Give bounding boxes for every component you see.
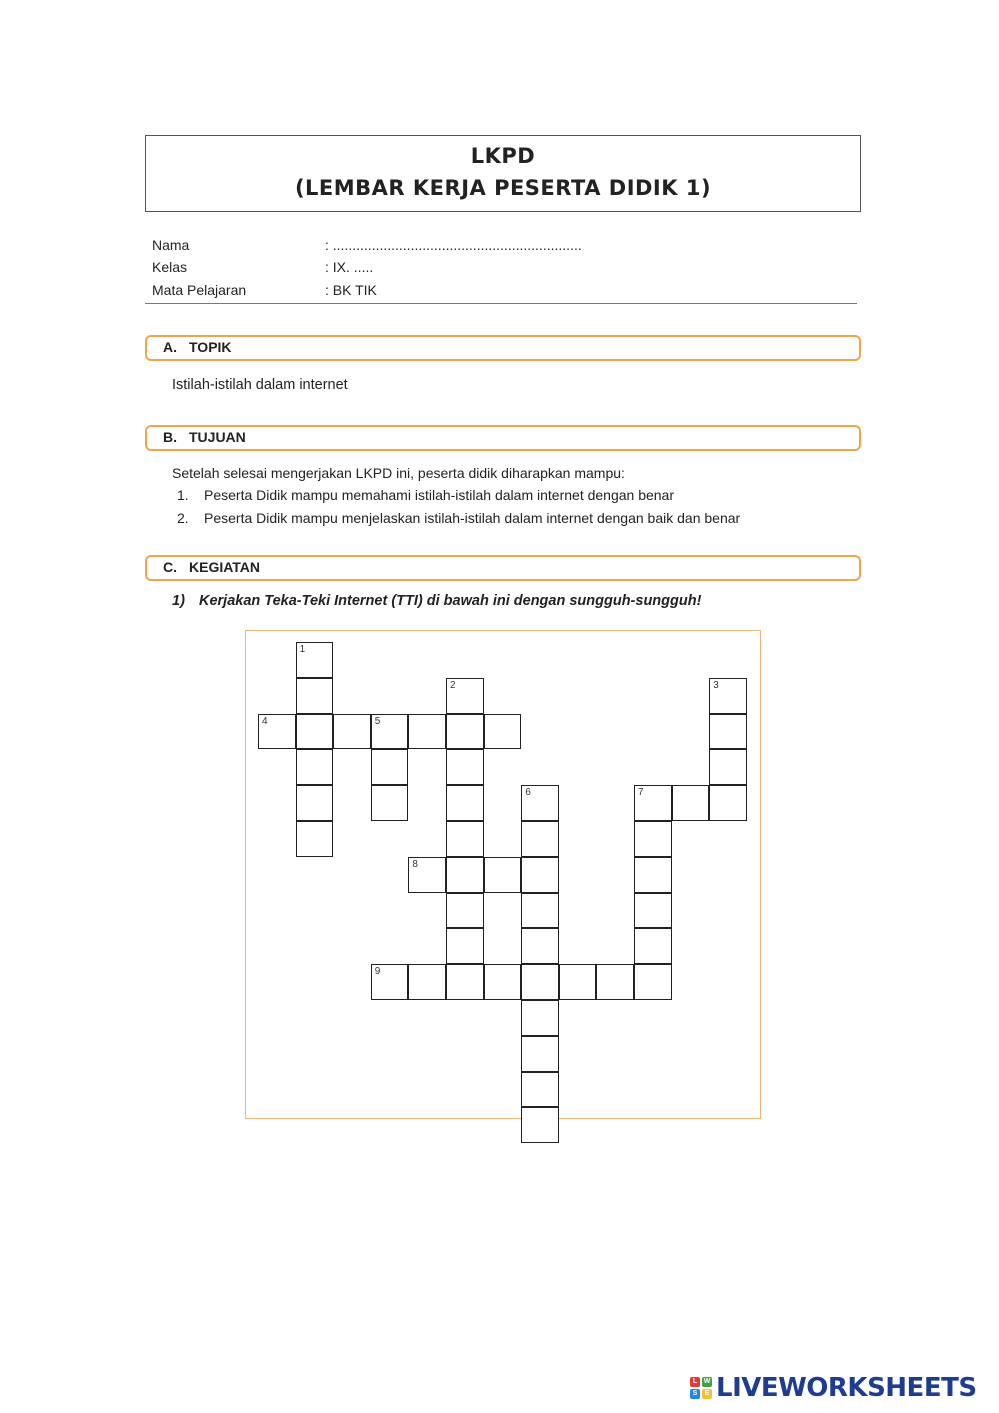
- crossword-cell[interactable]: [521, 1107, 559, 1143]
- crossword-cell[interactable]: [484, 964, 522, 1000]
- crossword-cell[interactable]: [484, 714, 522, 750]
- clue-number: 9: [374, 966, 381, 978]
- topic-text: Istilah-istilah dalam internet: [172, 377, 348, 393]
- crossword-cell[interactable]: [634, 964, 672, 1000]
- crossword-cell[interactable]: [408, 857, 446, 893]
- objective-number: 2.: [177, 510, 189, 526]
- crossword-cell[interactable]: [446, 749, 484, 785]
- crossword-cell[interactable]: [446, 821, 484, 857]
- info-value: : IX. .....: [325, 259, 374, 275]
- section-letter: A.: [163, 339, 177, 355]
- crossword-cell[interactable]: [709, 678, 747, 714]
- clue-number: 4: [262, 715, 268, 727]
- crossword-cell[interactable]: [521, 1000, 559, 1036]
- logo-square: L: [690, 1377, 700, 1387]
- crossword-cell[interactable]: [521, 1036, 559, 1072]
- logo-square: S: [690, 1389, 700, 1399]
- crossword-cell[interactable]: [446, 964, 484, 1000]
- liveworksheets-branding: [690, 1372, 977, 1404]
- logo-square: E: [702, 1389, 712, 1399]
- info-label: Nama: [152, 237, 190, 253]
- activity-text: Kerjakan Teka-Teki Internet (TTI) di bawah ini dengan sungguh-sungguh!: [199, 593, 702, 609]
- crossword-cell[interactable]: [296, 785, 334, 821]
- section-c-header: [145, 555, 861, 581]
- crossword-cell[interactable]: [446, 714, 484, 750]
- objective-text: Peserta Didik mampu menjelaskan istilah-istilah dalam internet dengan baik dan benar: [204, 510, 741, 526]
- liveworksheets-logo-icon: [690, 1377, 712, 1399]
- info-label: Mata Pelajaran: [152, 282, 247, 298]
- page-subtitle: (LEMBAR KERJA PESERTA DIDIK 1): [294, 176, 712, 200]
- crossword-cell[interactable]: [709, 749, 747, 785]
- info-value: : BK TIK: [325, 282, 377, 298]
- section-a-header: [145, 335, 861, 361]
- section-b-header: [145, 425, 861, 451]
- section-title: TUJUAN: [189, 429, 246, 445]
- crossword-cell[interactable]: [634, 821, 672, 857]
- crossword-cell[interactable]: [446, 785, 484, 821]
- section-title: TOPIK: [189, 339, 232, 355]
- section-title: KEGIATAN: [189, 559, 261, 575]
- crossword-cell[interactable]: [408, 964, 446, 1000]
- clue-number: 3: [713, 679, 719, 691]
- clue-number: 1: [299, 644, 306, 655]
- crossword-cell[interactable]: [521, 928, 559, 964]
- crossword-cell[interactable]: [371, 785, 409, 821]
- crossword-cell[interactable]: [559, 964, 597, 1000]
- info-label: Kelas: [152, 259, 188, 275]
- crossword-cell[interactable]: [672, 785, 710, 821]
- crossword-cell[interactable]: [446, 678, 484, 714]
- crossword-cell[interactable]: [446, 893, 484, 929]
- crossword-cell[interactable]: [521, 893, 559, 929]
- crossword-cell[interactable]: [371, 749, 409, 785]
- info-divider: [145, 303, 857, 304]
- crossword-cell[interactable]: [634, 893, 672, 929]
- clue-number: 6: [525, 787, 531, 799]
- crossword-cell[interactable]: [296, 714, 334, 750]
- info-value: : ................................................................: [325, 237, 582, 253]
- crossword-cell[interactable]: [521, 857, 559, 893]
- section-letter: C.: [163, 559, 177, 575]
- title-box: [145, 135, 861, 212]
- crossword-cell[interactable]: [634, 928, 672, 964]
- logo-square: W: [703, 1378, 711, 1385]
- clue-number: 2: [450, 679, 456, 691]
- crossword-cell[interactable]: [709, 714, 747, 750]
- crossword-cell[interactable]: [371, 964, 409, 1000]
- crossword-cell[interactable]: [371, 714, 409, 750]
- crossword-cell[interactable]: [521, 1072, 559, 1108]
- objective-text: Peserta Didik mampu memahami istilah-istilah dalam internet dengan benar: [204, 487, 675, 503]
- clue-number: 5: [374, 715, 381, 727]
- crossword-cell[interactable]: [446, 928, 484, 964]
- crossword-cell[interactable]: [709, 785, 747, 821]
- crossword-cell[interactable]: [296, 678, 334, 714]
- clue-number: 8: [412, 858, 418, 870]
- crossword-cell[interactable]: [258, 714, 296, 750]
- page-title: LKPD: [470, 144, 536, 168]
- activity-instruction: [172, 593, 701, 609]
- objective-intro: Setelah selesai mengerjakan LKPD ini, peserta didik diharapkan mampu:: [172, 465, 625, 481]
- crossword-cell[interactable]: [634, 857, 672, 893]
- crossword-cell[interactable]: [521, 785, 559, 821]
- section-letter: B.: [163, 429, 177, 445]
- crossword-cell[interactable]: [484, 857, 522, 893]
- crossword-cell[interactable]: [296, 642, 334, 678]
- clue-number: 7: [638, 787, 644, 799]
- crossword-cell[interactable]: [296, 749, 334, 785]
- activity-number: 1): [172, 593, 185, 609]
- crossword-cell[interactable]: [521, 964, 559, 1000]
- crossword-cell[interactable]: [446, 857, 484, 893]
- crossword-cell[interactable]: [596, 964, 634, 1000]
- crossword-cell[interactable]: [408, 714, 446, 750]
- crossword-cell[interactable]: [296, 821, 334, 857]
- brand-name: LIVEWORKSHEETS: [716, 1373, 977, 1403]
- crossword-cell[interactable]: [521, 821, 559, 857]
- crossword-cell[interactable]: [634, 785, 672, 821]
- objective-number: 1.: [177, 487, 189, 503]
- crossword-cell[interactable]: [333, 714, 371, 750]
